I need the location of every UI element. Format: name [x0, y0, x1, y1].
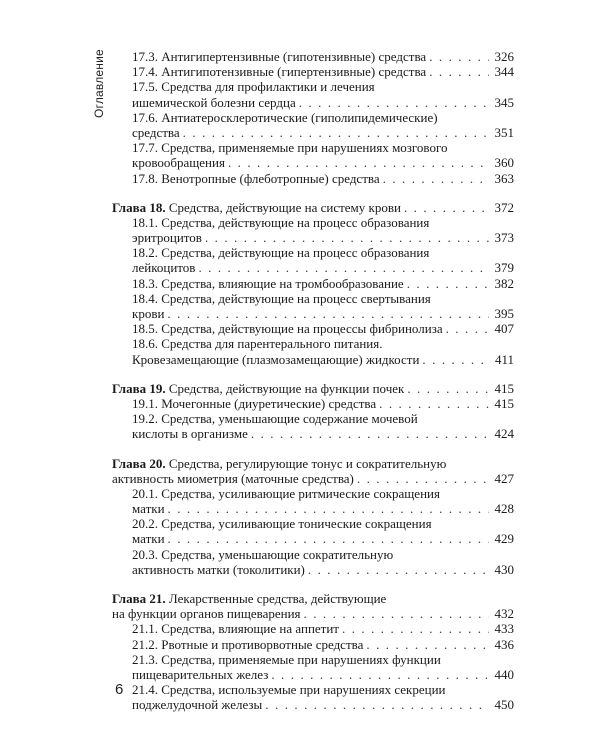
- dot-leader: [304, 606, 489, 621]
- toc-entry: [112, 171, 514, 186]
- toc-page-number: 436: [494, 636, 514, 652]
- toc-page-number: 407: [494, 321, 514, 337]
- toc-entry-title: 18.4. Средства, действующие на процесс свертывания: [132, 290, 431, 306]
- toc-entry-title: 17.3. Антигипертензивные (гипотензивные) средства: [132, 49, 427, 64]
- toc-entry-title: 17.4. Антигипотензивные (гипертензивные) средства: [132, 64, 427, 80]
- section-gap: [112, 367, 514, 381]
- toc-page-number: 363: [494, 170, 514, 186]
- dot-leader: [383, 171, 489, 186]
- toc-entry: [112, 562, 514, 577]
- toc-chapter-title: [112, 456, 446, 471]
- toc-entry-title: пищеварительных желез: [132, 666, 269, 682]
- toc-entry: [112, 396, 514, 411]
- chapter-title-text: Средства, действующие на функции почек: [165, 380, 405, 396]
- toc-entry: [112, 125, 514, 140]
- toc-entry: [112, 306, 514, 321]
- toc-page-number: 415: [494, 395, 514, 411]
- toc-entry-title: Кровезамещающие (плазмозамещающие) жидкости: [132, 351, 420, 367]
- toc-entry-title: матки: [132, 531, 165, 547]
- toc-entry-title: средства: [132, 124, 180, 140]
- toc-entry: [112, 215, 514, 230]
- chapter-number: Глава 21.: [112, 591, 166, 606]
- toc-entry-title: активность миометрия (маточные средства): [112, 470, 354, 486]
- toc-page-number: 450: [494, 697, 514, 713]
- toc-entry-title: 20.1. Средства, усиливающие ритмические сокращения: [132, 485, 440, 501]
- toc-page-number: 379: [494, 260, 514, 276]
- dot-leader: [271, 667, 489, 682]
- toc-chapter-entry: [112, 456, 514, 471]
- toc-entry-title: ишемической болезни сердца: [132, 94, 296, 110]
- toc-entry: [112, 64, 514, 79]
- toc-page-number: 424: [494, 426, 514, 442]
- dot-leader: [308, 562, 489, 577]
- toc-entry-title: 19.2. Средства, уменьшающие содержание мочевой: [132, 411, 418, 427]
- toc-entry-title: лейкоцитов: [132, 260, 196, 276]
- toc-chapter-entry: [112, 591, 514, 606]
- toc-entry: [112, 637, 514, 652]
- toc-entry: [112, 230, 514, 245]
- chapter-number: Глава 19.: [112, 380, 166, 396]
- dot-leader: [228, 155, 489, 170]
- toc-entry-title: кислоты в организме: [132, 426, 248, 442]
- toc-entry: [112, 547, 514, 562]
- toc-chapter-entry: [112, 381, 514, 396]
- toc-page-number: 415: [494, 380, 514, 396]
- toc-entry-title: матки: [132, 501, 165, 517]
- toc-entry: [112, 321, 514, 336]
- toc-entry-title: 18.1. Средства, действующие на процесс образования: [132, 214, 430, 230]
- toc-entry-title: 20.2. Средства, усиливающие тонические сокращения: [132, 516, 432, 532]
- section-gap: [112, 577, 514, 591]
- toc-page-number: 427: [494, 470, 514, 486]
- toc-entry: [112, 621, 514, 636]
- toc-page-number: 372: [494, 199, 514, 215]
- dot-leader: [168, 501, 489, 516]
- toc-entry-title: 17.5. Средства для профилактики и лечения: [132, 79, 375, 95]
- toc-page-number: 382: [494, 275, 514, 291]
- running-header-side-label: Оглавление: [92, 49, 106, 118]
- dot-leader: [168, 531, 489, 546]
- dot-leader: [407, 276, 489, 291]
- toc-entry: [112, 697, 514, 712]
- toc-entry: [112, 411, 514, 426]
- dot-leader: [167, 306, 489, 321]
- toc-page-number: 429: [494, 531, 514, 547]
- toc-chapter-entry: [112, 200, 514, 215]
- toc-page-number: 440: [494, 666, 514, 682]
- dot-leader: [265, 697, 489, 712]
- toc-entry: [112, 95, 514, 110]
- toc-entry-title: 20.3. Средства, уменьшающие сократительную: [132, 546, 394, 562]
- toc-entry: [112, 516, 514, 531]
- toc-entry-title: 21.3. Средства, применяемые при нарушениях функции: [132, 651, 441, 667]
- toc-chapter-title: [112, 381, 404, 396]
- toc-entry-title: 18.6. Средства для парентерального питания.: [132, 336, 383, 352]
- toc-entry: [112, 245, 514, 260]
- toc-page-number: 432: [494, 606, 514, 622]
- dot-leader: [366, 637, 489, 652]
- dot-leader: [357, 471, 489, 486]
- section-gap: [112, 186, 514, 200]
- toc-page-number: 430: [494, 561, 514, 577]
- toc-page-number: 344: [494, 64, 514, 80]
- dot-leader: [299, 95, 489, 110]
- toc-entry-title: 21.4. Средства, используемые при нарушениях секреции: [132, 682, 446, 698]
- toc-entry-title: 18.3. Средства, влияющие на тромбообразование: [132, 275, 404, 291]
- dot-leader: [422, 352, 489, 367]
- dot-leader: [446, 321, 489, 336]
- toc-entry: [112, 49, 514, 64]
- dot-leader: [205, 230, 489, 245]
- toc-page-number: 345: [494, 94, 514, 110]
- section-gap: [112, 442, 514, 456]
- toc-entry-title: эритроцитов: [132, 230, 202, 246]
- chapter-number: Глава 20.: [112, 455, 166, 471]
- toc-entry-title: 17.6. Антиатеросклеротические (гиполипидемические): [132, 109, 438, 125]
- dot-leader: [251, 426, 489, 441]
- toc-entry: [112, 291, 514, 306]
- dot-leader: [342, 621, 489, 636]
- toc-page-number: 411: [494, 351, 514, 367]
- toc-page-number: 360: [494, 155, 514, 171]
- toc-entry: [112, 606, 514, 621]
- toc-entry: [112, 276, 514, 291]
- toc-entry: [112, 352, 514, 367]
- toc-entry: [112, 110, 514, 125]
- toc-entry-title: поджелудочной железы: [132, 697, 263, 713]
- toc-entry: [112, 426, 514, 441]
- toc-entry-title: кровообращения: [132, 155, 225, 171]
- chapter-number: Глава 18.: [112, 199, 166, 215]
- dot-leader: [183, 125, 489, 140]
- toc-entry-title: 17.7. Средства, применяемые при нарушениях мозгового: [132, 140, 448, 156]
- toc-entry-title: 19.1. Мочегонные (диуретические) средства: [132, 395, 377, 411]
- toc-entry: [112, 501, 514, 516]
- dot-leader: [429, 49, 489, 64]
- toc-page-number: 351: [494, 124, 514, 140]
- dot-leader: [407, 381, 489, 396]
- dot-leader: [198, 260, 489, 275]
- toc-entry-title: 18.5. Средства, действующие на процессы фибринолиза: [132, 321, 443, 337]
- toc-entry-title: 21.2. Рвотные и противорвотные средства: [132, 636, 364, 652]
- toc-entry: [112, 531, 514, 546]
- table-of-contents: [112, 49, 514, 713]
- toc-entry-title: 21.1. Средства, влияющие на аппетит: [132, 621, 339, 637]
- toc-entry: [112, 652, 514, 667]
- toc-page-number: 428: [494, 501, 514, 517]
- toc-entry: [112, 79, 514, 94]
- page-number: 6: [115, 681, 124, 698]
- chapter-title-text: Средства, действующие на систему крови: [165, 199, 401, 215]
- toc-page-number: 326: [494, 49, 514, 64]
- toc-page-number: 433: [494, 621, 514, 637]
- toc-page-number: 395: [494, 306, 514, 321]
- toc-entry: [112, 260, 514, 275]
- toc-entry: [112, 155, 514, 170]
- toc-entry: [112, 667, 514, 682]
- dot-leader: [429, 64, 489, 79]
- toc-entry: [112, 471, 514, 486]
- dot-leader: [404, 200, 489, 215]
- toc-entry-title: 17.8. Венотропные (флеботропные) средства: [132, 170, 380, 186]
- toc-chapter-title: [112, 591, 386, 606]
- toc-entry: [112, 336, 514, 351]
- toc-entry: [112, 682, 514, 697]
- chapter-title-text: Лекарственные средства, действующие: [165, 591, 387, 606]
- toc-entry-title: на функции органов пищеварения: [112, 606, 301, 622]
- dot-leader: [379, 396, 489, 411]
- toc-entry-title: активность матки (токолитики): [132, 561, 305, 577]
- toc-entry-title: 18.2. Средства, действующие на процесс образования: [132, 245, 430, 261]
- toc-page-number: 373: [494, 230, 514, 246]
- toc-entry-title: крови: [132, 306, 165, 321]
- chapter-title-text: Средства, регулирующие тонус и сократительную: [165, 455, 447, 471]
- toc-entry: [112, 486, 514, 501]
- toc-entry: [112, 140, 514, 155]
- toc-chapter-title: [112, 200, 401, 215]
